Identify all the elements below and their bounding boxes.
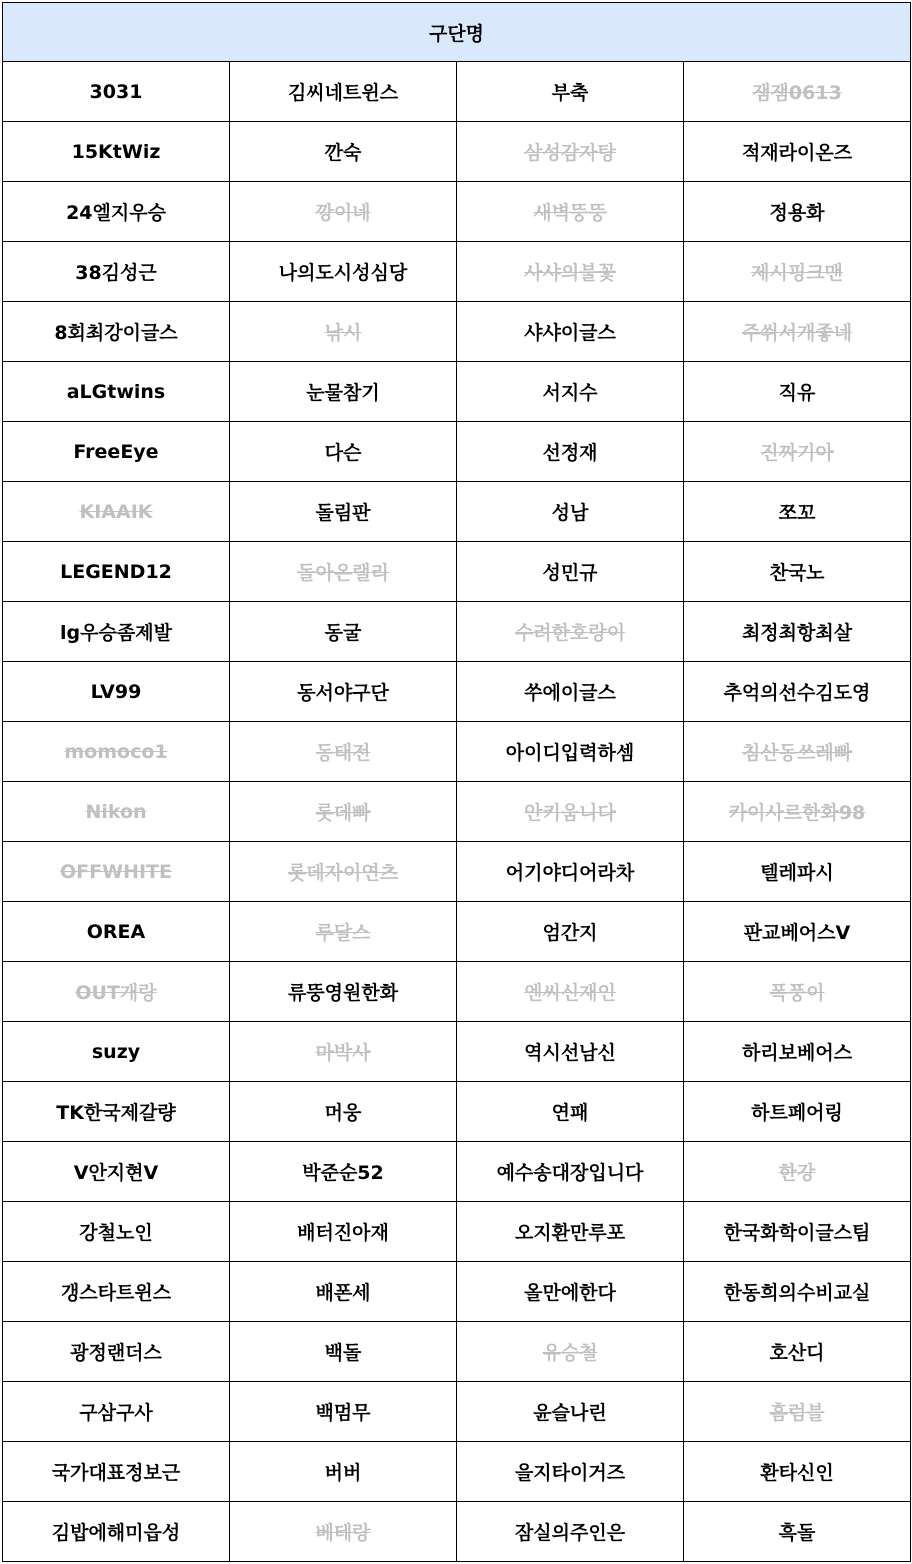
table-row (3, 302, 911, 362)
team-name-cell-struck: 카이사르한화98 (684, 782, 911, 842)
team-name-cell: 최정최항최살 (684, 602, 911, 662)
team-name-cell-struck: 베테랑 (230, 1502, 457, 1562)
table-row (3, 1322, 911, 1382)
team-name-cell-struck: 돌아온랠리 (230, 542, 457, 602)
team-name-cell: 버버 (230, 1442, 457, 1502)
team-name-cell: 쪼꼬 (684, 482, 911, 542)
team-name-cell: 하트페어링 (684, 1082, 911, 1142)
team-name-cell: 배폰세 (230, 1262, 457, 1322)
table-row (3, 1442, 911, 1502)
team-name-cell: 38김성근 (3, 242, 230, 302)
team-name-cell: 류뚱영원한화 (230, 962, 457, 1022)
team-name-cell: 다슨 (230, 422, 457, 482)
table-row (3, 1142, 911, 1202)
team-name-cell: 윤슬나린 (457, 1382, 684, 1442)
team-name-cell: 돌림판 (230, 482, 457, 542)
team-name-cell: 김밥에해미읍성 (3, 1502, 230, 1562)
team-name-cell: 광정랜더스 (3, 1322, 230, 1382)
team-name-cell-struck: 삼성감자탕 (457, 122, 684, 182)
team-name-cell: 하리보베어스 (684, 1022, 911, 1082)
table-header-row (3, 3, 911, 62)
team-name-table (2, 2, 911, 1562)
team-name-cell: 선정재 (457, 422, 684, 482)
team-name-cell: FreeEye (3, 422, 230, 482)
table-row (3, 842, 911, 902)
team-name-cell: 한국화학이글스팀 (684, 1202, 911, 1262)
table-body (3, 62, 911, 1562)
team-name-cell: 올만에한다 (457, 1262, 684, 1322)
team-name-cell: 쑤에이글스 (457, 662, 684, 722)
team-name-cell: TK한국제갈량 (3, 1082, 230, 1142)
team-name-cell: 샤샤이글스 (457, 302, 684, 362)
table-row (3, 1022, 911, 1082)
table-row (3, 602, 911, 662)
team-name-cell-struck: momoco1 (3, 722, 230, 782)
team-name-cell: 3031 (3, 62, 230, 122)
table-row (3, 242, 911, 302)
team-name-cell: 백멈무 (230, 1382, 457, 1442)
team-name-cell: 흑돌 (684, 1502, 911, 1562)
team-name-cell: 성남 (457, 482, 684, 542)
team-name-cell-struck: 롯데자이연츠 (230, 842, 457, 902)
team-name-cell: 김씨네트윈스 (230, 62, 457, 122)
team-name-cell: 아이디입력하셈 (457, 722, 684, 782)
team-name-cell-struck: 루달스 (230, 902, 457, 962)
table-row (3, 182, 911, 242)
team-name-cell: 잠실의주인은 (457, 1502, 684, 1562)
team-name-cell: 직유 (684, 362, 911, 422)
team-name-cell-struck: 낚시 (230, 302, 457, 362)
team-name-cell: 24엘지우승 (3, 182, 230, 242)
table-row (3, 1262, 911, 1322)
team-name-cell: 예수송대장입니다 (457, 1142, 684, 1202)
table-header-title: 구단명 (3, 3, 911, 62)
table-row (3, 122, 911, 182)
team-name-cell: 머웅 (230, 1082, 457, 1142)
table-row (3, 902, 911, 962)
team-name-cell: 눈물참기 (230, 362, 457, 422)
team-name-cell-struck: 유승철 (457, 1322, 684, 1382)
team-name-cell: 정용화 (684, 182, 911, 242)
table-row (3, 542, 911, 602)
team-name-cell: 동서야구단 (230, 662, 457, 722)
team-name-cell: 연패 (457, 1082, 684, 1142)
team-name-cell: V안지현V (3, 1142, 230, 1202)
team-name-cell-struck: 폭풍이 (684, 962, 911, 1022)
team-name-cell: 텔레파시 (684, 842, 911, 902)
team-name-cell: 적재라이온즈 (684, 122, 911, 182)
team-name-cell: 국가대표정보근 (3, 1442, 230, 1502)
team-name-cell-struck: 잼잼0613 (684, 62, 911, 122)
team-name-cell: 8회최강이글스 (3, 302, 230, 362)
table-row (3, 782, 911, 842)
team-name-cell: 성민규 (457, 542, 684, 602)
team-name-cell: aLGtwins (3, 362, 230, 422)
table-row (3, 362, 911, 422)
team-name-cell-struck: 깡이네 (230, 182, 457, 242)
team-name-cell: 서지수 (457, 362, 684, 422)
team-name-cell: 을지타이거즈 (457, 1442, 684, 1502)
team-name-cell: 추억의선수김도영 (684, 662, 911, 722)
team-name-cell: 박준순52 (230, 1142, 457, 1202)
team-name-cell: 오지환만루포 (457, 1202, 684, 1262)
team-name-cell-struck: 침산동쓰레빠 (684, 722, 911, 782)
team-name-cell: 강철노인 (3, 1202, 230, 1262)
team-name-cell-struck: OUT개랑 (3, 962, 230, 1022)
team-name-cell-struck: KIAAIK (3, 482, 230, 542)
table-row (3, 962, 911, 1022)
team-name-cell-struck: 롯데빠 (230, 782, 457, 842)
team-name-cell-struck: 제시핑크맨 (684, 242, 911, 302)
team-name-cell: 역시선남신 (457, 1022, 684, 1082)
team-name-cell-struck: 사샤의불꽃 (457, 242, 684, 302)
team-name-cell: 부축 (457, 62, 684, 122)
team-name-cell-struck: Nikon (3, 782, 230, 842)
table-row (3, 1502, 911, 1562)
team-name-cell: 찬국노 (684, 542, 911, 602)
team-name-cell-struck: 주쒸서개좋네 (684, 302, 911, 362)
team-name-cell-struck: 한강 (684, 1142, 911, 1202)
team-name-cell: 어기야디어라차 (457, 842, 684, 902)
table-row (3, 722, 911, 782)
team-name-cell: 한동희의수비교실 (684, 1262, 911, 1322)
table-row (3, 1082, 911, 1142)
team-name-cell: LV99 (3, 662, 230, 722)
team-name-cell: 구삼구사 (3, 1382, 230, 1442)
team-name-cell: lg우승좀제발 (3, 602, 230, 662)
table-row (3, 62, 911, 122)
table-row (3, 662, 911, 722)
team-name-cell: 나의도시성심당 (230, 242, 457, 302)
team-name-cell: 동굴 (230, 602, 457, 662)
team-name-cell-struck: 새벽뚱뚱 (457, 182, 684, 242)
team-name-cell-struck: 흠럼블 (684, 1382, 911, 1442)
table-row (3, 482, 911, 542)
team-name-cell: 엄간지 (457, 902, 684, 962)
team-name-cell: 배터진아재 (230, 1202, 457, 1262)
team-name-cell-struck: 동태전 (230, 722, 457, 782)
team-name-cell-struck: 안키움니다 (457, 782, 684, 842)
team-name-cell: 판교베어스V (684, 902, 911, 962)
table-row (3, 1202, 911, 1262)
team-name-cell: 호산디 (684, 1322, 911, 1382)
team-name-cell: suzy (3, 1022, 230, 1082)
team-name-cell-struck: 마박사 (230, 1022, 457, 1082)
team-name-cell: 15KtWiz (3, 122, 230, 182)
team-name-cell: 백돌 (230, 1322, 457, 1382)
team-name-cell-struck: OFFWHITE (3, 842, 230, 902)
team-name-cell: 깐숙 (230, 122, 457, 182)
team-name-cell: OREA (3, 902, 230, 962)
team-name-cell: 갱스타트윈스 (3, 1262, 230, 1322)
table-row (3, 422, 911, 482)
team-name-cell: LEGEND12 (3, 542, 230, 602)
team-name-cell-struck: 진짜기아 (684, 422, 911, 482)
team-name-cell-struck: 엔씨신재인 (457, 962, 684, 1022)
team-name-cell: 환타신인 (684, 1442, 911, 1502)
team-name-cell-struck: 수려한호랑이 (457, 602, 684, 662)
table-row (3, 1382, 911, 1442)
